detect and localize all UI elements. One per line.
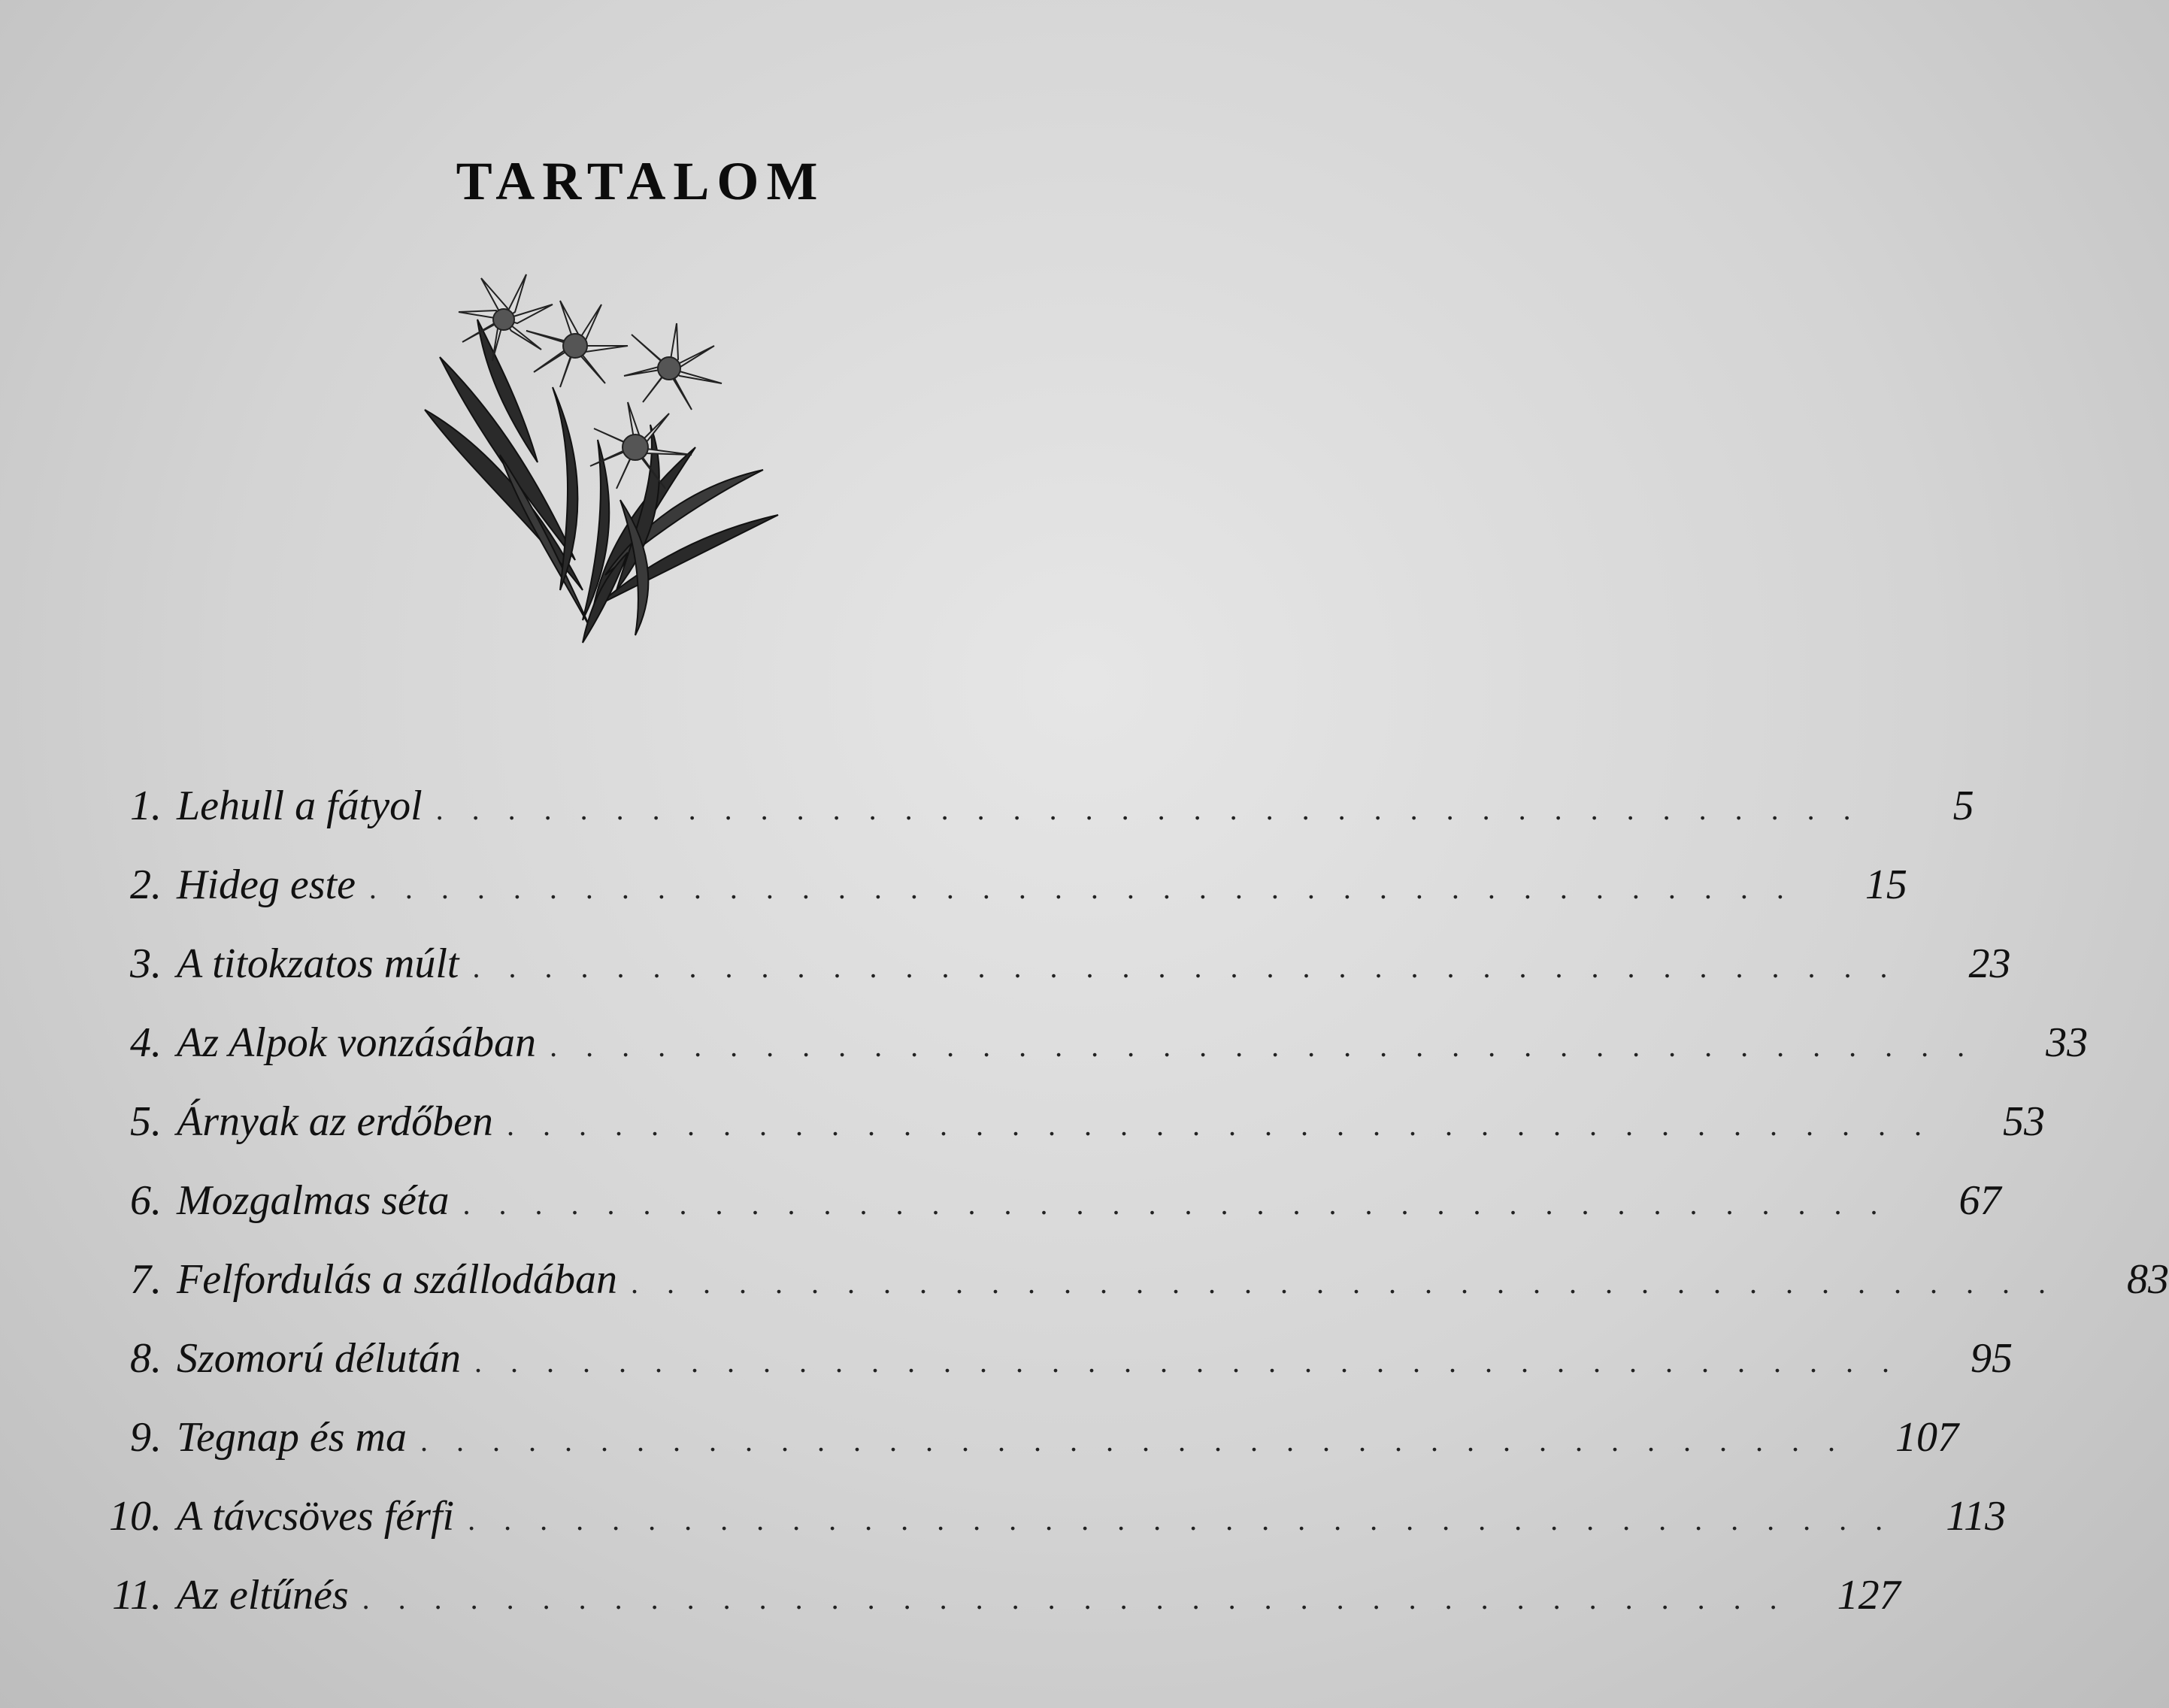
toc-entry — [90, 1019, 2089, 1098]
dot-leader: . . . . . . . . . . . . . . . . . . . . . . . . . . . . . . . . . . . . . . . . — [472, 950, 1898, 984]
toc-entry-page: 67 — [1958, 1177, 2001, 1224]
toc-entry — [90, 1334, 2013, 1413]
toc-entry-title: Felfordulás a szállodában — [177, 1256, 617, 1303]
dot-leader: . . . . . . . . . . . . . . . . . . . . . . . . . . . . . . . . . . . . . . . . — [468, 1503, 1894, 1537]
toc-entry-page: 83 — [2126, 1256, 2169, 1303]
toc-entry-page: 5 — [1952, 783, 1974, 829]
toc-entry-page: 23 — [1968, 940, 2011, 987]
dot-leader: . . . . . . . . . . . . . . . . . . . . . . . . . . . . . . . . . . . . . . . . — [630, 1266, 2056, 1300]
dot-leader: . . . . . . . . . . . . . . . . . . . . . . . . . . . . . . . . . . . . . . . . — [462, 1187, 1889, 1221]
dot-leader: . . . . . . . . . . . . . . . . . . . . . . . . . . . . . . . . . . . . . . . . — [420, 1424, 1846, 1458]
toc-entry — [90, 861, 1907, 940]
toc-entry-page: 95 — [1971, 1335, 2013, 1382]
dot-leader: . . . . . . . . . . . . . . . . . . . . . . . . . . . . . . . . . . . . . . . . — [362, 1582, 1788, 1616]
toc-entry-number: 8. — [130, 1335, 162, 1382]
toc-entry-number: 9. — [130, 1414, 162, 1461]
toc-entry — [90, 1492, 2007, 1571]
toc-entry-number: 7. — [130, 1256, 162, 1303]
toc-entry-page: 127 — [1837, 1572, 1901, 1619]
toc-entry-page: 113 — [1946, 1493, 2007, 1540]
toc-entry-page: 107 — [1895, 1414, 1958, 1461]
toc-entry-number: 10. — [109, 1493, 162, 1540]
toc-entry-number: 11. — [112, 1572, 162, 1619]
dot-leader: . . . . . . . . . . . . . . . . . . . . . . . . . . . . . . . . . . . . . . . . — [506, 1108, 1932, 1142]
toc-entry-page: 53 — [2002, 1098, 2045, 1145]
dot-leader: . . . . . . . . . . . . . . . . . . . . . . . . . . . . . . . . . . . . . . . . — [368, 871, 1795, 905]
dot-leader: . . . . . . . . . . . . . . . . . . . . . . . . . . . . . . . . . . . . . . . . — [435, 792, 1862, 826]
dot-leader: . . . . . . . . . . . . . . . . . . . . . . . . . . . . . . . . . . . . . . . . — [550, 1029, 1976, 1063]
toc-entry — [90, 1571, 1901, 1650]
dot-leader: . . . . . . . . . . . . . . . . . . . . . . . . . . . . . . . . . . . . . . . . — [474, 1345, 1900, 1379]
toc-entry-number: 5. — [130, 1098, 162, 1145]
toc-entry-title: Hideg este — [177, 862, 356, 908]
toc-entry-title: Az Alpok vonzásában — [177, 1019, 537, 1066]
toc-entry-number: 4. — [130, 1019, 162, 1066]
toc-entry-title: A távcsöves férfi — [177, 1493, 455, 1540]
toc-entry — [90, 782, 1974, 861]
toc-entry-title: A titokzatos múlt — [177, 940, 459, 987]
toc-entry-page: 15 — [1865, 862, 1907, 908]
toc-entry-title: Az eltűnés — [177, 1572, 349, 1619]
toc-entry-title: Szomorú délután — [177, 1335, 461, 1382]
toc-entry-title: Árnyak az erdőben — [177, 1098, 493, 1145]
toc-entry-title: Mozgalmas séta — [177, 1177, 450, 1224]
toc-entry-number: 1. — [130, 783, 162, 829]
toc-entry-number: 2. — [130, 862, 162, 908]
toc-entry — [90, 1177, 2001, 1255]
toc-entry-page: 33 — [2046, 1019, 2089, 1066]
edelweiss-flower-icon — [410, 274, 801, 650]
toc-entry-title: Tegnap és ma — [177, 1414, 407, 1461]
toc-entry — [90, 940, 2011, 1019]
toc-entry — [90, 1098, 2045, 1177]
toc-entry-title: Lehull a fátyol — [177, 783, 423, 829]
table-of-contents — [90, 782, 2169, 1650]
toc-entry-number: 6. — [130, 1177, 162, 1224]
page-title: TARTALOM — [456, 151, 825, 211]
toc-entry-number: 3. — [130, 940, 162, 987]
toc-entry — [90, 1413, 1958, 1492]
toc-entry — [90, 1255, 2169, 1334]
